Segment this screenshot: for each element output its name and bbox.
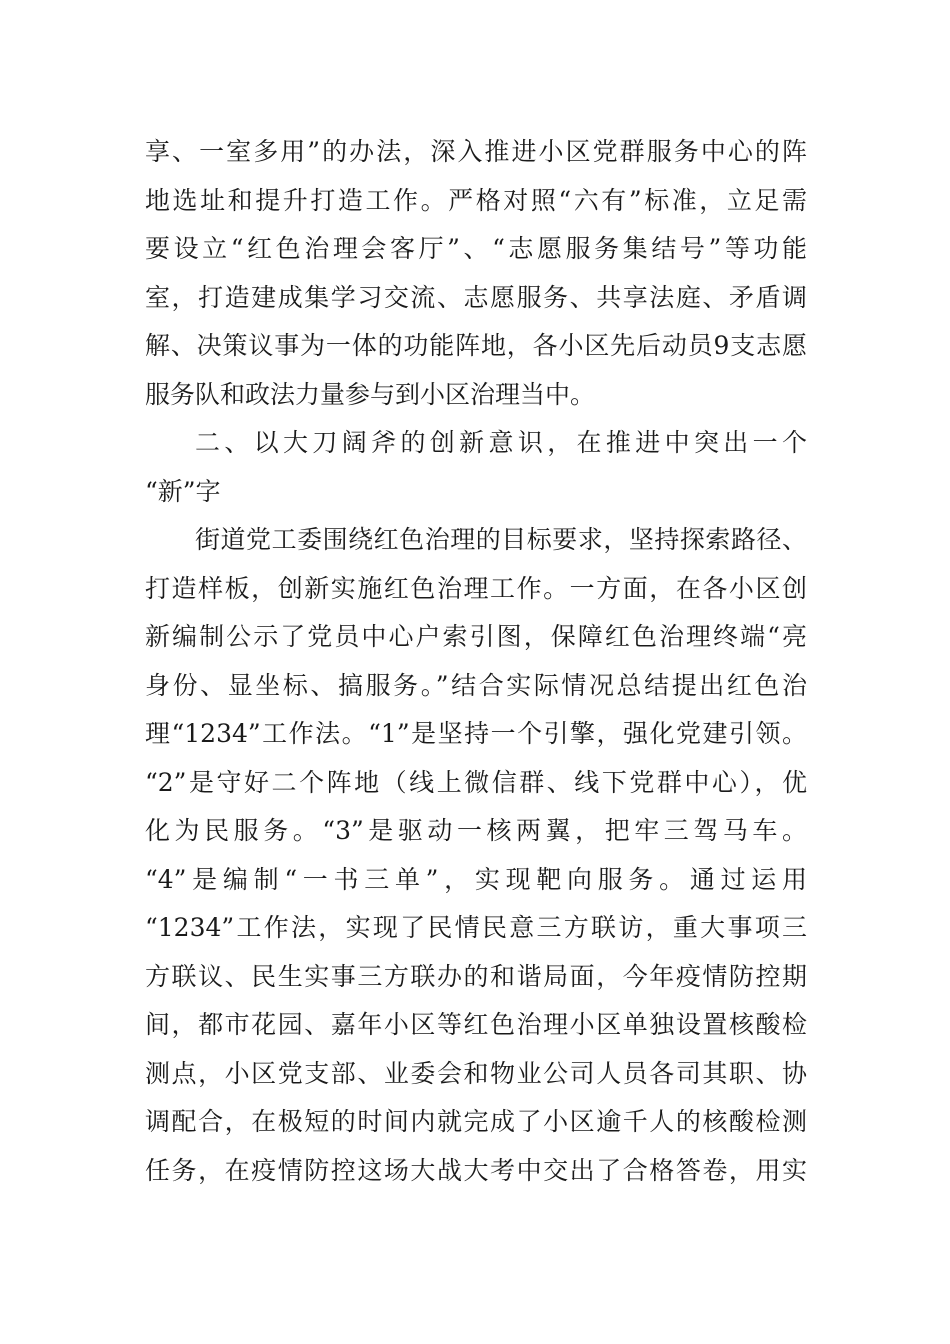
text-line-12: 身份、显坐标、搞服务。”结合实际情况总结提出红色治 — [145, 671, 807, 700]
text-line-13: 理“1234”工作法。“1”是坚持一个引擎，强化党建引领。 — [145, 719, 807, 748]
text-line-9: 街道党工委围绕红色治理的目标要求，坚持探索路径、 — [195, 525, 807, 554]
section-heading-line-2: “新”字 — [145, 477, 221, 506]
text-line-22: 任务，在疫情防控这场大战大考中交出了合格答卷，用实 — [145, 1156, 807, 1185]
text-line-4: 室，打造建成集学习交流、志愿服务、共享法庭、矛盾调 — [145, 283, 807, 312]
text-line-19: 间，都市花园、嘉年小区等红色治理小区单独设置核酸检 — [145, 1010, 807, 1039]
text-line-16: “4”是编制“一书三单”，实现靶向服务。通过运用 — [145, 865, 807, 894]
text-line-10: 打造样板，创新实施红色治理工作。一方面，在各小区创 — [145, 574, 807, 603]
text-line-18: 方联议、民生实事三方联办的和谐局面，今年疫情防控期 — [145, 962, 807, 991]
text-line-5: 解、决策议事为一体的功能阵地，各小区先后动员9支志愿 — [145, 331, 807, 360]
text-line-6: 服务队和政法力量参与到小区治理当中。 — [145, 380, 596, 409]
text-line-14: “2”是守好二个阵地（线上微信群、线下党群中心），优 — [145, 768, 807, 797]
text-line-3: 要设立“红色治理会客厅”、“志愿服务集结号”等功能 — [145, 234, 807, 263]
text-line-21: 调配合，在极短的时间内就完成了小区逾千人的核酸检测 — [145, 1107, 807, 1136]
text-line-15: 化为民服务。“3”是驱动一核两翼，把牢三驾马车。 — [145, 816, 807, 845]
text-line-17: “1234”工作法，实现了民情民意三方联访，重大事项三 — [145, 913, 807, 942]
text-line-20: 测点，小区党支部、业委会和物业公司人员各司其职、协 — [145, 1059, 807, 1088]
text-line-11: 新编制公示了党员中心户索引图，保障红色治理终端“亮 — [145, 622, 807, 651]
text-line-1: 享、一室多用”的办法，深入推进小区党群服务中心的阵 — [145, 137, 807, 166]
text-line-2: 地选址和提升打造工作。严格对照“六有”标准，立足需 — [145, 186, 807, 215]
section-heading-line-1: 二、以大刀阔斧的创新意识，在推进中突出一个 — [195, 428, 807, 457]
